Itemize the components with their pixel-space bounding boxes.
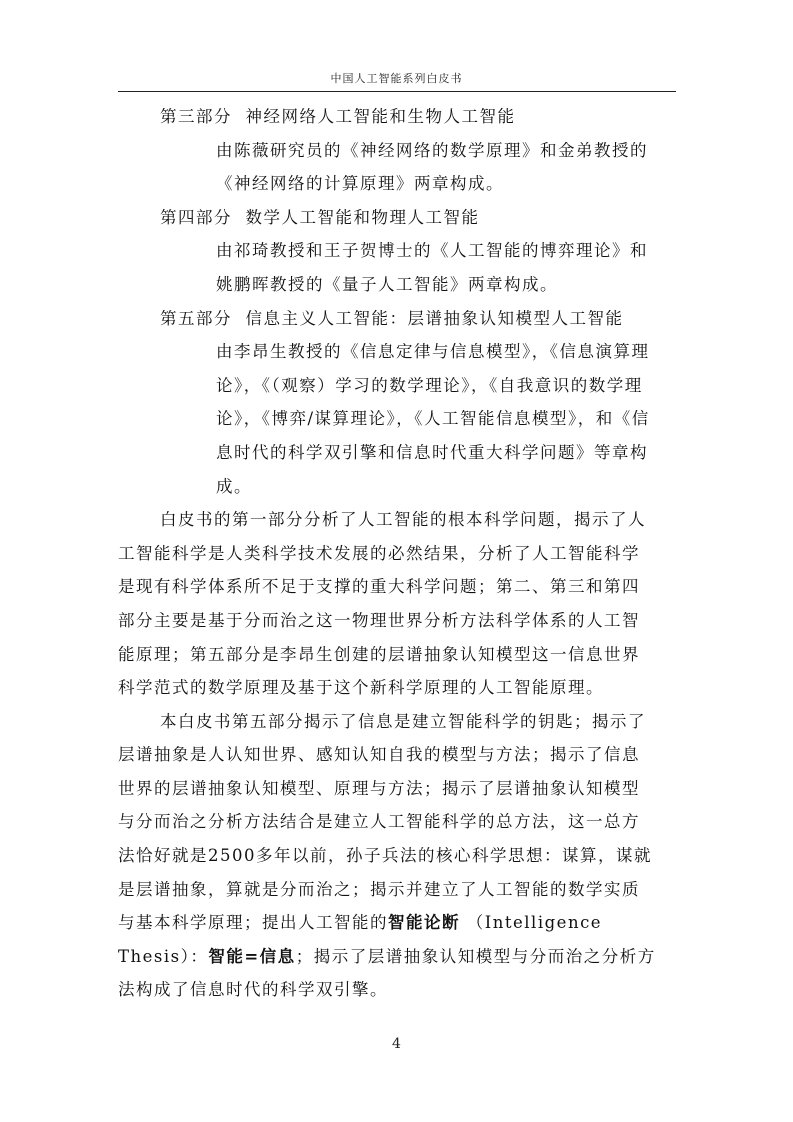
paragraph-line: 白皮书的第一部分分析了人工智能的根本科学问题，揭示了人 xyxy=(160,510,646,530)
paragraph-line: 工智能科学是人类科学技术发展的必然结果，分析了人工智能科学 xyxy=(118,543,640,563)
part-description-line: 成。 xyxy=(216,476,252,496)
paragraph-line: 法恰好就是2500多年以前，孙子兵法的核心科学思想：谋算，谋就 xyxy=(118,846,652,866)
paragraph-line: 与分而治之分析方法结合是建立人工智能科学的总方法，这一总方 xyxy=(118,812,640,832)
part-description-line: 由李昂生教授的《信息定律与信息模型》，《信息演算理 xyxy=(216,342,650,362)
paragraph-line: 科学范式的数学原理及基于这个新科学原理的人工智能原理。 xyxy=(118,678,604,698)
paragraph-line xyxy=(118,940,674,974)
part-description-line: 姚鹏晖教授的《量子人工智能》两章构成。 xyxy=(216,274,558,294)
part-description-line: 《神经网络的计算原理》两章构成。 xyxy=(216,174,504,194)
bold-term: 智能论断 xyxy=(388,913,460,933)
paragraph-line: 是层谱抽象，算就是分而治之；揭示并建立了人工智能的数学实质 xyxy=(118,879,640,899)
text-run: （Intelligence xyxy=(460,913,603,933)
paragraph-line: 法构成了信息时代的科学双引擎。 xyxy=(118,980,388,1000)
paragraph-line: 世界的层谱抽象认知模型、原理与方法；揭示了层谱抽象认知模型 xyxy=(118,778,640,798)
paragraph-line: 能原理；第五部分是李昂生创建的层谱抽象认知模型这一信息世界 xyxy=(118,644,640,664)
text-run: 与基本科学原理；提出人工智能的 xyxy=(118,913,388,933)
part-description-line: 由陈薇研究员的《神经网络的数学原理》和金弟教授的 xyxy=(216,140,648,160)
part-heading: 第五部分 信息主义人工智能：层谱抽象认知模型人工智能 xyxy=(160,308,624,328)
paragraph-line: 本白皮书第五部分揭示了信息是建立智能科学的钥匙；揭示了 xyxy=(160,711,646,731)
part-heading: 第三部分 神经网络人工智能和生物人工智能 xyxy=(160,107,516,126)
header-rule xyxy=(118,91,676,92)
part-description-line: 论》，《（观察）学习的数学理论》，《自我意识的数学理 xyxy=(216,375,643,395)
paragraph-line: 是现有科学体系所不足于支撑的重大科学问题；第二、第三和第四 xyxy=(118,577,640,597)
page-body xyxy=(118,100,674,1007)
paragraph-line: 部分主要是基于分而治之这一物理世界分析方法科学体系的人工智 xyxy=(118,610,640,630)
running-header: 中国人工智能系列白皮书 xyxy=(330,72,463,85)
bold-term: 智能=信息 xyxy=(208,946,296,966)
paragraph-line: 层谱抽象是人认知世界、感知认知自我的模型与方法；揭示了信息 xyxy=(118,745,640,765)
part-description-line: 由祁琦教授和王子贺博士的《人工智能的博弈理论》和 xyxy=(216,241,648,261)
part-heading: 第四部分 数学人工智能和物理人工智能 xyxy=(160,207,480,227)
paragraph-line xyxy=(118,906,674,940)
text-run: ；揭示了层谱抽象认知模型与分而治之分析方 xyxy=(295,946,656,966)
page-number: 4 xyxy=(392,1036,401,1052)
part-description-line: 论》，《博弈/谋算理论》，《人工智能信息模型》，和《信 xyxy=(216,409,650,429)
part-description-line: 息时代的科学双引擎和信息时代重大科学问题》等章构 xyxy=(216,442,648,462)
text-run: Thesis）： xyxy=(118,946,209,966)
